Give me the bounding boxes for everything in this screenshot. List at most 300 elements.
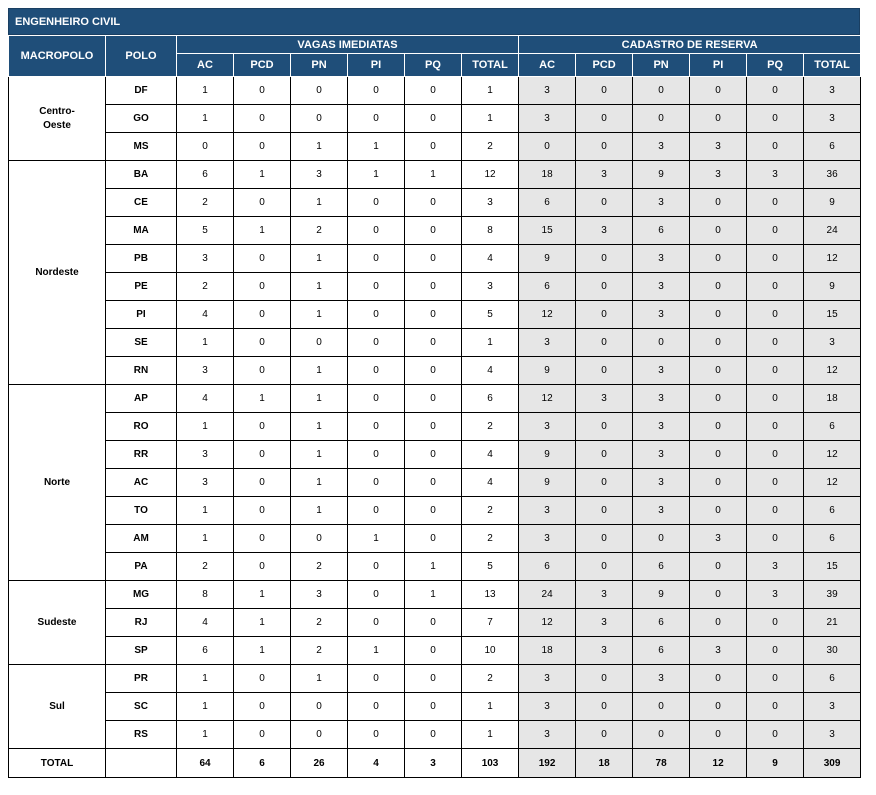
vi-cell: 3 bbox=[462, 273, 519, 301]
cr-cell: 12 bbox=[519, 385, 576, 413]
vi-cell: 1 bbox=[177, 693, 234, 721]
cr-cell: 6 bbox=[633, 553, 690, 581]
cr-cell: 0 bbox=[690, 609, 747, 637]
vi-cell: 6 bbox=[462, 385, 519, 413]
vi-cell: 0 bbox=[234, 301, 291, 329]
header-vi-pcd: PCD bbox=[234, 54, 291, 77]
table-row bbox=[9, 301, 861, 329]
vi-cell: 1 bbox=[348, 525, 405, 553]
vi-cell: 0 bbox=[405, 245, 462, 273]
table-row bbox=[9, 609, 861, 637]
vi-cell: 1 bbox=[234, 609, 291, 637]
cr-cell: 0 bbox=[633, 693, 690, 721]
polo-cell: AM bbox=[106, 525, 177, 553]
total-polo-empty bbox=[106, 749, 177, 778]
cr-cell: 9 bbox=[519, 441, 576, 469]
vi-cell: 1 bbox=[234, 217, 291, 245]
vi-cell: 4 bbox=[177, 301, 234, 329]
cr-cell: 0 bbox=[747, 189, 804, 217]
vi-cell: 0 bbox=[405, 609, 462, 637]
header-vi-pn: PN bbox=[291, 54, 348, 77]
vi-cell: 0 bbox=[405, 693, 462, 721]
cr-cell: 6 bbox=[804, 525, 861, 553]
vi-cell: 0 bbox=[348, 693, 405, 721]
vi-cell: 13 bbox=[462, 581, 519, 609]
vi-cell: 0 bbox=[234, 553, 291, 581]
cr-cell: 0 bbox=[747, 441, 804, 469]
polo-cell: DF bbox=[106, 77, 177, 105]
cr-cell: 3 bbox=[633, 385, 690, 413]
table-row bbox=[9, 525, 861, 553]
cr-cell: 36 bbox=[804, 161, 861, 189]
table-row bbox=[9, 553, 861, 581]
polo-cell: PE bbox=[106, 273, 177, 301]
polo-cell: SC bbox=[106, 693, 177, 721]
cr-cell: 0 bbox=[747, 133, 804, 161]
cr-cell: 0 bbox=[747, 637, 804, 665]
vi-cell: 0 bbox=[348, 273, 405, 301]
table-row bbox=[9, 245, 861, 273]
vi-cell: 1 bbox=[405, 581, 462, 609]
table-row bbox=[9, 273, 861, 301]
polo-cell: MA bbox=[106, 217, 177, 245]
vi-cell: 0 bbox=[348, 413, 405, 441]
vi-cell: 1 bbox=[177, 497, 234, 525]
polo-cell: AP bbox=[106, 385, 177, 413]
vi-cell: 0 bbox=[405, 469, 462, 497]
table-title: ENGENHEIRO CIVIL bbox=[8, 8, 860, 35]
total-cr-cell: 309 bbox=[804, 749, 861, 778]
cr-cell: 0 bbox=[690, 273, 747, 301]
cr-cell: 30 bbox=[804, 637, 861, 665]
cr-cell: 0 bbox=[576, 553, 633, 581]
vi-cell: 1 bbox=[234, 161, 291, 189]
total-cr-cell: 12 bbox=[690, 749, 747, 778]
cr-cell: 3 bbox=[576, 581, 633, 609]
vi-cell: 1 bbox=[177, 525, 234, 553]
vi-cell: 0 bbox=[234, 329, 291, 357]
vi-cell: 0 bbox=[234, 693, 291, 721]
vi-cell: 0 bbox=[234, 133, 291, 161]
cr-cell: 3 bbox=[804, 693, 861, 721]
cr-cell: 15 bbox=[519, 217, 576, 245]
vi-cell: 0 bbox=[234, 525, 291, 553]
cr-cell: 3 bbox=[576, 609, 633, 637]
vi-cell: 0 bbox=[234, 357, 291, 385]
table-row bbox=[9, 161, 861, 189]
polo-cell: RS bbox=[106, 721, 177, 749]
cr-cell: 0 bbox=[633, 329, 690, 357]
cr-cell: 6 bbox=[804, 665, 861, 693]
cr-cell: 0 bbox=[633, 77, 690, 105]
vi-cell: 1 bbox=[291, 189, 348, 217]
cr-cell: 3 bbox=[633, 133, 690, 161]
cr-cell: 0 bbox=[690, 217, 747, 245]
vi-cell: 0 bbox=[348, 385, 405, 413]
vi-cell: 0 bbox=[348, 553, 405, 581]
cr-cell: 0 bbox=[576, 413, 633, 441]
polo-cell: PA bbox=[106, 553, 177, 581]
cr-cell: 24 bbox=[519, 581, 576, 609]
vi-cell: 0 bbox=[291, 329, 348, 357]
cr-cell: 3 bbox=[519, 105, 576, 133]
table-row bbox=[9, 721, 861, 749]
vi-cell: 0 bbox=[348, 105, 405, 133]
table-row bbox=[9, 693, 861, 721]
vi-cell: 0 bbox=[348, 189, 405, 217]
table-row bbox=[9, 217, 861, 245]
vi-cell: 0 bbox=[348, 217, 405, 245]
vi-cell: 4 bbox=[462, 357, 519, 385]
vi-cell: 0 bbox=[405, 329, 462, 357]
cr-cell: 0 bbox=[690, 553, 747, 581]
cr-cell: 0 bbox=[576, 273, 633, 301]
vi-cell: 1 bbox=[177, 413, 234, 441]
cr-cell: 0 bbox=[576, 497, 633, 525]
cr-cell: 15 bbox=[804, 553, 861, 581]
vi-cell: 4 bbox=[462, 441, 519, 469]
vi-cell: 8 bbox=[177, 581, 234, 609]
vi-cell: 2 bbox=[462, 133, 519, 161]
cr-cell: 0 bbox=[576, 77, 633, 105]
table-row bbox=[9, 189, 861, 217]
cr-cell: 3 bbox=[576, 385, 633, 413]
polo-cell: TO bbox=[106, 497, 177, 525]
polo-cell: RJ bbox=[106, 609, 177, 637]
vi-cell: 6 bbox=[177, 161, 234, 189]
cr-cell: 0 bbox=[576, 105, 633, 133]
cr-cell: 6 bbox=[519, 553, 576, 581]
vi-cell: 0 bbox=[405, 497, 462, 525]
vi-cell: 0 bbox=[234, 105, 291, 133]
header-cr-ac: AC bbox=[519, 54, 576, 77]
vi-cell: 0 bbox=[405, 133, 462, 161]
vi-cell: 1 bbox=[462, 693, 519, 721]
cr-cell: 12 bbox=[804, 469, 861, 497]
cr-cell: 3 bbox=[633, 413, 690, 441]
total-vi-cell: 6 bbox=[234, 749, 291, 778]
macropolo-cell: Nordeste bbox=[9, 161, 106, 385]
cr-cell: 6 bbox=[804, 413, 861, 441]
cr-cell: 3 bbox=[804, 77, 861, 105]
cr-cell: 0 bbox=[747, 693, 804, 721]
vi-cell: 0 bbox=[234, 469, 291, 497]
cr-cell: 0 bbox=[747, 77, 804, 105]
table-body bbox=[9, 77, 861, 778]
vi-cell: 1 bbox=[177, 665, 234, 693]
cr-cell: 0 bbox=[576, 525, 633, 553]
vi-cell: 2 bbox=[291, 217, 348, 245]
vi-cell: 5 bbox=[462, 553, 519, 581]
vi-cell: 0 bbox=[234, 721, 291, 749]
cr-cell: 9 bbox=[519, 357, 576, 385]
cr-cell: 0 bbox=[690, 189, 747, 217]
vi-cell: 0 bbox=[348, 301, 405, 329]
cr-cell: 3 bbox=[576, 217, 633, 245]
vi-cell: 0 bbox=[348, 245, 405, 273]
vi-cell: 10 bbox=[462, 637, 519, 665]
vi-cell: 5 bbox=[462, 301, 519, 329]
cr-cell: 9 bbox=[633, 581, 690, 609]
table-row bbox=[9, 637, 861, 665]
vi-cell: 1 bbox=[234, 581, 291, 609]
cr-cell: 0 bbox=[747, 329, 804, 357]
vi-cell: 3 bbox=[291, 161, 348, 189]
vi-cell: 0 bbox=[405, 525, 462, 553]
vi-cell: 0 bbox=[348, 329, 405, 357]
vi-cell: 6 bbox=[177, 637, 234, 665]
total-vi-cell: 103 bbox=[462, 749, 519, 778]
cr-cell: 3 bbox=[804, 105, 861, 133]
cr-cell: 18 bbox=[519, 161, 576, 189]
vi-cell: 0 bbox=[405, 77, 462, 105]
vi-cell: 2 bbox=[462, 497, 519, 525]
vi-cell: 0 bbox=[348, 497, 405, 525]
vi-cell: 8 bbox=[462, 217, 519, 245]
vi-cell: 0 bbox=[234, 665, 291, 693]
vi-cell: 1 bbox=[291, 469, 348, 497]
cr-cell: 12 bbox=[804, 441, 861, 469]
vi-cell: 0 bbox=[405, 301, 462, 329]
cr-cell: 0 bbox=[690, 357, 747, 385]
header-macropolo: MACROPOLO bbox=[9, 36, 106, 77]
cr-cell: 3 bbox=[747, 161, 804, 189]
vi-cell: 1 bbox=[462, 329, 519, 357]
cr-cell: 0 bbox=[747, 609, 804, 637]
total-cr-cell: 192 bbox=[519, 749, 576, 778]
vi-cell: 4 bbox=[177, 385, 234, 413]
vi-cell: 3 bbox=[177, 441, 234, 469]
table-row bbox=[9, 581, 861, 609]
cr-cell: 3 bbox=[633, 301, 690, 329]
cr-cell: 0 bbox=[690, 665, 747, 693]
cr-cell: 21 bbox=[804, 609, 861, 637]
vi-cell: 0 bbox=[405, 105, 462, 133]
cr-cell: 0 bbox=[576, 441, 633, 469]
header-vi-ac: AC bbox=[177, 54, 234, 77]
macropolo-cell: Norte bbox=[9, 385, 106, 581]
vi-cell: 0 bbox=[177, 133, 234, 161]
vi-cell: 0 bbox=[405, 665, 462, 693]
cr-cell: 0 bbox=[690, 721, 747, 749]
cr-cell: 6 bbox=[633, 637, 690, 665]
cr-cell: 0 bbox=[747, 245, 804, 273]
vi-cell: 4 bbox=[177, 609, 234, 637]
cr-cell: 0 bbox=[690, 441, 747, 469]
polo-cell: PR bbox=[106, 665, 177, 693]
vi-cell: 0 bbox=[348, 357, 405, 385]
polo-cell: SE bbox=[106, 329, 177, 357]
cr-cell: 0 bbox=[747, 385, 804, 413]
vi-cell: 2 bbox=[462, 413, 519, 441]
cr-cell: 3 bbox=[747, 581, 804, 609]
vi-cell: 1 bbox=[234, 385, 291, 413]
cr-cell: 3 bbox=[690, 133, 747, 161]
polo-cell: PI bbox=[106, 301, 177, 329]
vi-cell: 0 bbox=[234, 273, 291, 301]
table-row bbox=[9, 469, 861, 497]
cr-cell: 3 bbox=[576, 161, 633, 189]
cr-cell: 12 bbox=[804, 245, 861, 273]
cr-cell: 3 bbox=[519, 77, 576, 105]
total-vi-cell: 3 bbox=[405, 749, 462, 778]
cr-cell: 3 bbox=[690, 161, 747, 189]
polo-cell: RN bbox=[106, 357, 177, 385]
polo-cell: PB bbox=[106, 245, 177, 273]
header-vi-pq: PQ bbox=[405, 54, 462, 77]
vi-cell: 0 bbox=[348, 441, 405, 469]
cr-cell: 3 bbox=[576, 637, 633, 665]
vi-cell: 1 bbox=[291, 245, 348, 273]
vi-cell: 0 bbox=[405, 357, 462, 385]
vi-cell: 1 bbox=[405, 553, 462, 581]
vi-cell: 1 bbox=[291, 301, 348, 329]
cr-cell: 0 bbox=[633, 525, 690, 553]
vi-cell: 2 bbox=[462, 665, 519, 693]
cr-cell: 0 bbox=[576, 357, 633, 385]
cr-cell: 3 bbox=[519, 329, 576, 357]
cr-cell: 0 bbox=[690, 693, 747, 721]
total-row bbox=[9, 749, 861, 778]
vi-cell: 2 bbox=[291, 553, 348, 581]
cr-cell: 6 bbox=[804, 497, 861, 525]
cr-cell: 0 bbox=[576, 665, 633, 693]
cr-cell: 0 bbox=[519, 133, 576, 161]
polo-cell: MG bbox=[106, 581, 177, 609]
vi-cell: 0 bbox=[291, 77, 348, 105]
cr-cell: 3 bbox=[519, 721, 576, 749]
polo-cell: AC bbox=[106, 469, 177, 497]
vi-cell: 3 bbox=[177, 469, 234, 497]
cr-cell: 0 bbox=[633, 105, 690, 133]
cr-cell: 3 bbox=[519, 665, 576, 693]
cr-cell: 3 bbox=[519, 497, 576, 525]
macropolo-cell: Sul bbox=[9, 665, 106, 749]
cr-cell: 0 bbox=[690, 329, 747, 357]
table-row bbox=[9, 133, 861, 161]
total-vi-cell: 4 bbox=[348, 749, 405, 778]
vi-cell: 2 bbox=[177, 553, 234, 581]
vi-cell: 4 bbox=[462, 245, 519, 273]
cr-cell: 3 bbox=[633, 245, 690, 273]
header-cr-pi: PI bbox=[690, 54, 747, 77]
vi-cell: 0 bbox=[291, 721, 348, 749]
cr-cell: 6 bbox=[804, 133, 861, 161]
cr-cell: 3 bbox=[747, 553, 804, 581]
vi-cell: 2 bbox=[291, 609, 348, 637]
vi-cell: 1 bbox=[405, 161, 462, 189]
total-cr-cell: 9 bbox=[747, 749, 804, 778]
macropolo-cell: Sudeste bbox=[9, 581, 106, 665]
cr-cell: 0 bbox=[576, 189, 633, 217]
vi-cell: 1 bbox=[291, 497, 348, 525]
cr-cell: 9 bbox=[804, 273, 861, 301]
vi-cell: 1 bbox=[462, 721, 519, 749]
cr-cell: 0 bbox=[747, 217, 804, 245]
vi-cell: 1 bbox=[177, 329, 234, 357]
cr-cell: 12 bbox=[519, 301, 576, 329]
table-row bbox=[9, 441, 861, 469]
cr-cell: 3 bbox=[633, 441, 690, 469]
cr-cell: 0 bbox=[690, 469, 747, 497]
cr-cell: 3 bbox=[804, 329, 861, 357]
vi-cell: 3 bbox=[291, 581, 348, 609]
vi-cell: 0 bbox=[348, 665, 405, 693]
cr-cell: 0 bbox=[747, 105, 804, 133]
vi-cell: 0 bbox=[234, 441, 291, 469]
header-polo: POLO bbox=[106, 36, 177, 77]
polo-cell: RO bbox=[106, 413, 177, 441]
cr-cell: 6 bbox=[519, 189, 576, 217]
cr-cell: 0 bbox=[690, 77, 747, 105]
cr-cell: 6 bbox=[519, 273, 576, 301]
cr-cell: 0 bbox=[690, 105, 747, 133]
cr-cell: 9 bbox=[804, 189, 861, 217]
header-vagas-imediatas: VAGAS IMEDIATAS bbox=[177, 36, 519, 54]
vi-cell: 5 bbox=[177, 217, 234, 245]
cr-cell: 9 bbox=[519, 469, 576, 497]
table-row bbox=[9, 413, 861, 441]
vi-cell: 0 bbox=[234, 189, 291, 217]
cr-cell: 3 bbox=[519, 693, 576, 721]
cr-cell: 0 bbox=[576, 469, 633, 497]
vi-cell: 0 bbox=[405, 721, 462, 749]
vi-cell: 0 bbox=[405, 413, 462, 441]
vi-cell: 2 bbox=[177, 189, 234, 217]
vi-cell: 0 bbox=[234, 413, 291, 441]
vi-cell: 0 bbox=[291, 693, 348, 721]
vi-cell: 0 bbox=[405, 637, 462, 665]
vi-cell: 0 bbox=[348, 77, 405, 105]
vi-cell: 1 bbox=[291, 441, 348, 469]
vi-cell: 3 bbox=[462, 189, 519, 217]
vi-cell: 1 bbox=[291, 413, 348, 441]
vi-cell: 0 bbox=[348, 609, 405, 637]
vi-cell: 2 bbox=[177, 273, 234, 301]
cr-cell: 0 bbox=[747, 413, 804, 441]
vi-cell: 1 bbox=[291, 385, 348, 413]
cr-cell: 3 bbox=[804, 721, 861, 749]
vi-cell: 0 bbox=[348, 469, 405, 497]
vi-cell: 2 bbox=[462, 525, 519, 553]
vi-cell: 1 bbox=[291, 357, 348, 385]
cr-cell: 9 bbox=[633, 161, 690, 189]
table-row bbox=[9, 385, 861, 413]
vi-cell: 7 bbox=[462, 609, 519, 637]
table-row bbox=[9, 105, 861, 133]
polo-cell: GO bbox=[106, 105, 177, 133]
cr-cell: 0 bbox=[576, 301, 633, 329]
polo-cell: MS bbox=[106, 133, 177, 161]
vi-cell: 4 bbox=[462, 469, 519, 497]
cr-cell: 0 bbox=[690, 581, 747, 609]
engenheiro-civil-table-container bbox=[8, 8, 860, 778]
table-row bbox=[9, 497, 861, 525]
vi-cell: 0 bbox=[234, 77, 291, 105]
vi-cell: 1 bbox=[348, 133, 405, 161]
cr-cell: 18 bbox=[804, 385, 861, 413]
vi-cell: 0 bbox=[348, 721, 405, 749]
vacancies-table bbox=[8, 35, 861, 778]
vi-cell: 1 bbox=[177, 721, 234, 749]
cr-cell: 0 bbox=[690, 385, 747, 413]
vi-cell: 1 bbox=[291, 273, 348, 301]
cr-cell: 0 bbox=[690, 301, 747, 329]
header-cadastro-reserva: CADASTRO DE RESERVA bbox=[519, 36, 861, 54]
polo-cell: CE bbox=[106, 189, 177, 217]
cr-cell: 39 bbox=[804, 581, 861, 609]
vi-cell: 1 bbox=[177, 105, 234, 133]
